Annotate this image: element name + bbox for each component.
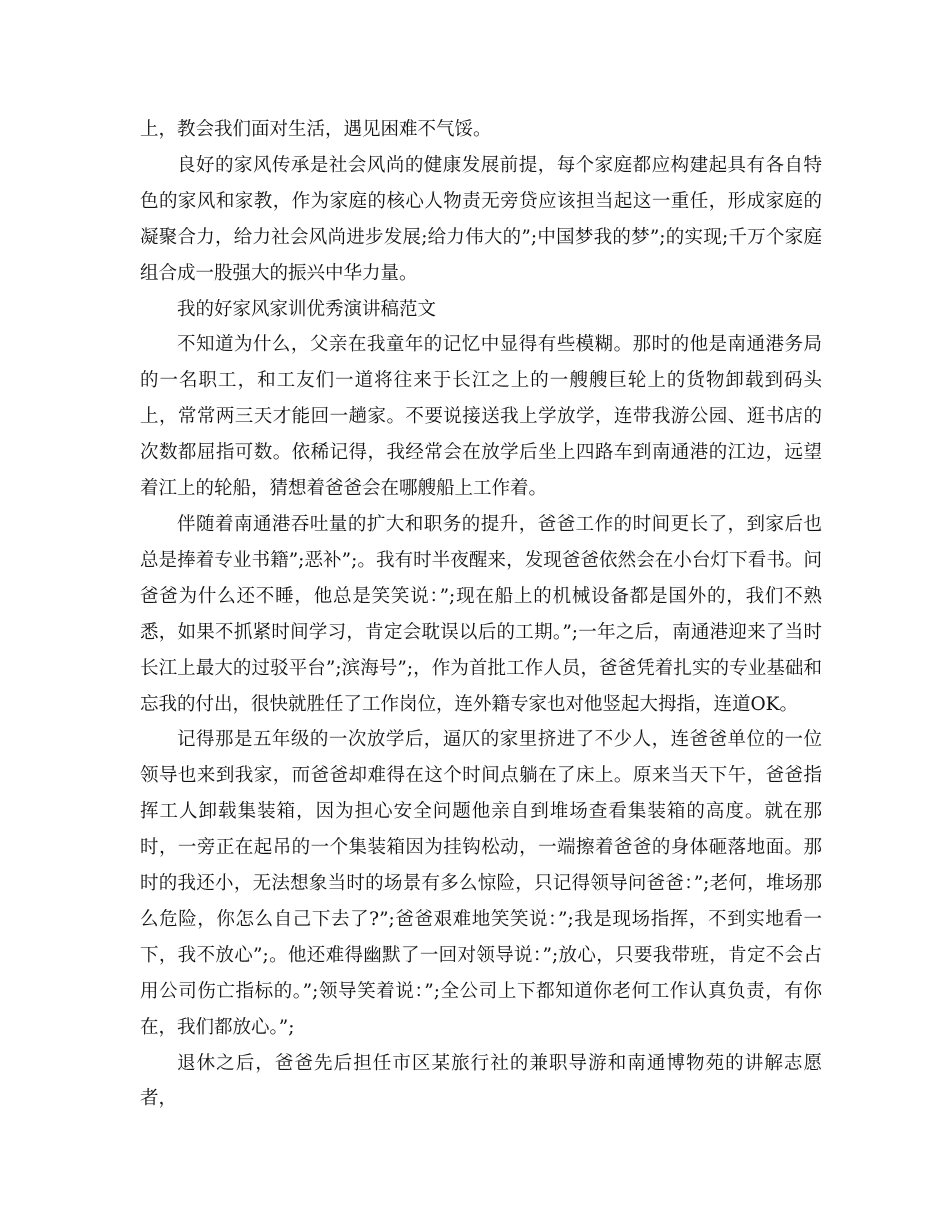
paragraph-childhood-memory: 不知道为什么，父亲在我童年的记忆中显得有些模糊。那时的他是南通港务局的一名职工，和工友们一道将往来于长江之上的一艘艘巨轮上的货物卸载到码头上，常常两三天才能回一趟家。不要说接送我上学放学，连带我游公园、逛书店的次数都屈指可数。依稀记得，我经常会在放学后坐上四路车到南通港的江边，远望着江上的轮船，猜想着爸爸会在哪艘船上工作着。: [140, 334, 822, 500]
paragraph-continuation: 上，教会我们面对生活，遇见困难不气馁。: [140, 119, 492, 140]
paragraph-retirement: 退休之后，爸爸先后担任市区某旅行社的兼职导游和南通博物苑的讲解志愿者，: [140, 1052, 822, 1110]
paragraph-family-style: 良好的家风传承是社会风尚的健康发展前提，每个家庭都应构建起具有各自特色的家风和家教，作为家庭的核心人物责无旁贷应该担当起这一重任，形成家庭的凝聚合力，给力社会风尚进步发展;给力伟大的”;中国梦我的梦”;的实现;千万个家庭组合成一股强大的振兴中华力量。: [140, 154, 822, 284]
document-body: [140, 112, 822, 1117]
paragraph-study-at-night: 伴随着南通港吞吐量的扩大和职务的提升，爸爸工作的时间更长了，到家后也总是捧着专业书籍”;恶补”;。我有时半夜醒来，发现爸爸依然会在小台灯下看书。问爸爸为什么还不睡，他总是笑笑说：”;现在船上的机械设备都是国外的，我们不熟悉，如果不抓紧时间学习，肯定会耽误以后的工期。”;一年之后，南通港迎来了当时长江上最大的过驳平台”;滨海号”;，作为首批工作人员，爸爸凭着扎实的专业基础和忘我的付出，很快就胜任了工作岗位，连外籍专家也对他竖起大拇指，连道OK。: [140, 513, 822, 715]
paragraph-container-accident: 记得那是五年级的一次放学后，逼仄的家里挤进了不少人，连爸爸单位的一位领导也来到我家，而爸爸却难得在这个时间点躺在了床上。原来当天下午，爸爸指挥工人卸载集装箱，因为担心安全问题他亲自到堆场查看集装箱的高度。就在那时，一旁正在起吊的一个集装箱因为挂钩松动，一端擦着爸爸的身体砸落地面。那时的我还小，无法想象当时的场景有多么惊险，只记得领导问爸爸：”;老何，堆场那么危险，你怎么自己下去了?”;爸爸艰难地笑笑说：”;我是现场指挥，不到实地看一下，我不放心”;。他还难得幽默了一回对领导说：”;放心，只要我带班，肯定不会占用公司伤亡指标的。”;领导笑着说：”;全公司上下都知道你老何工作认真负责，有你在，我们都放心。”;: [140, 729, 822, 1038]
section-heading: 我的好家风家训优秀演讲稿范文: [177, 298, 437, 320]
